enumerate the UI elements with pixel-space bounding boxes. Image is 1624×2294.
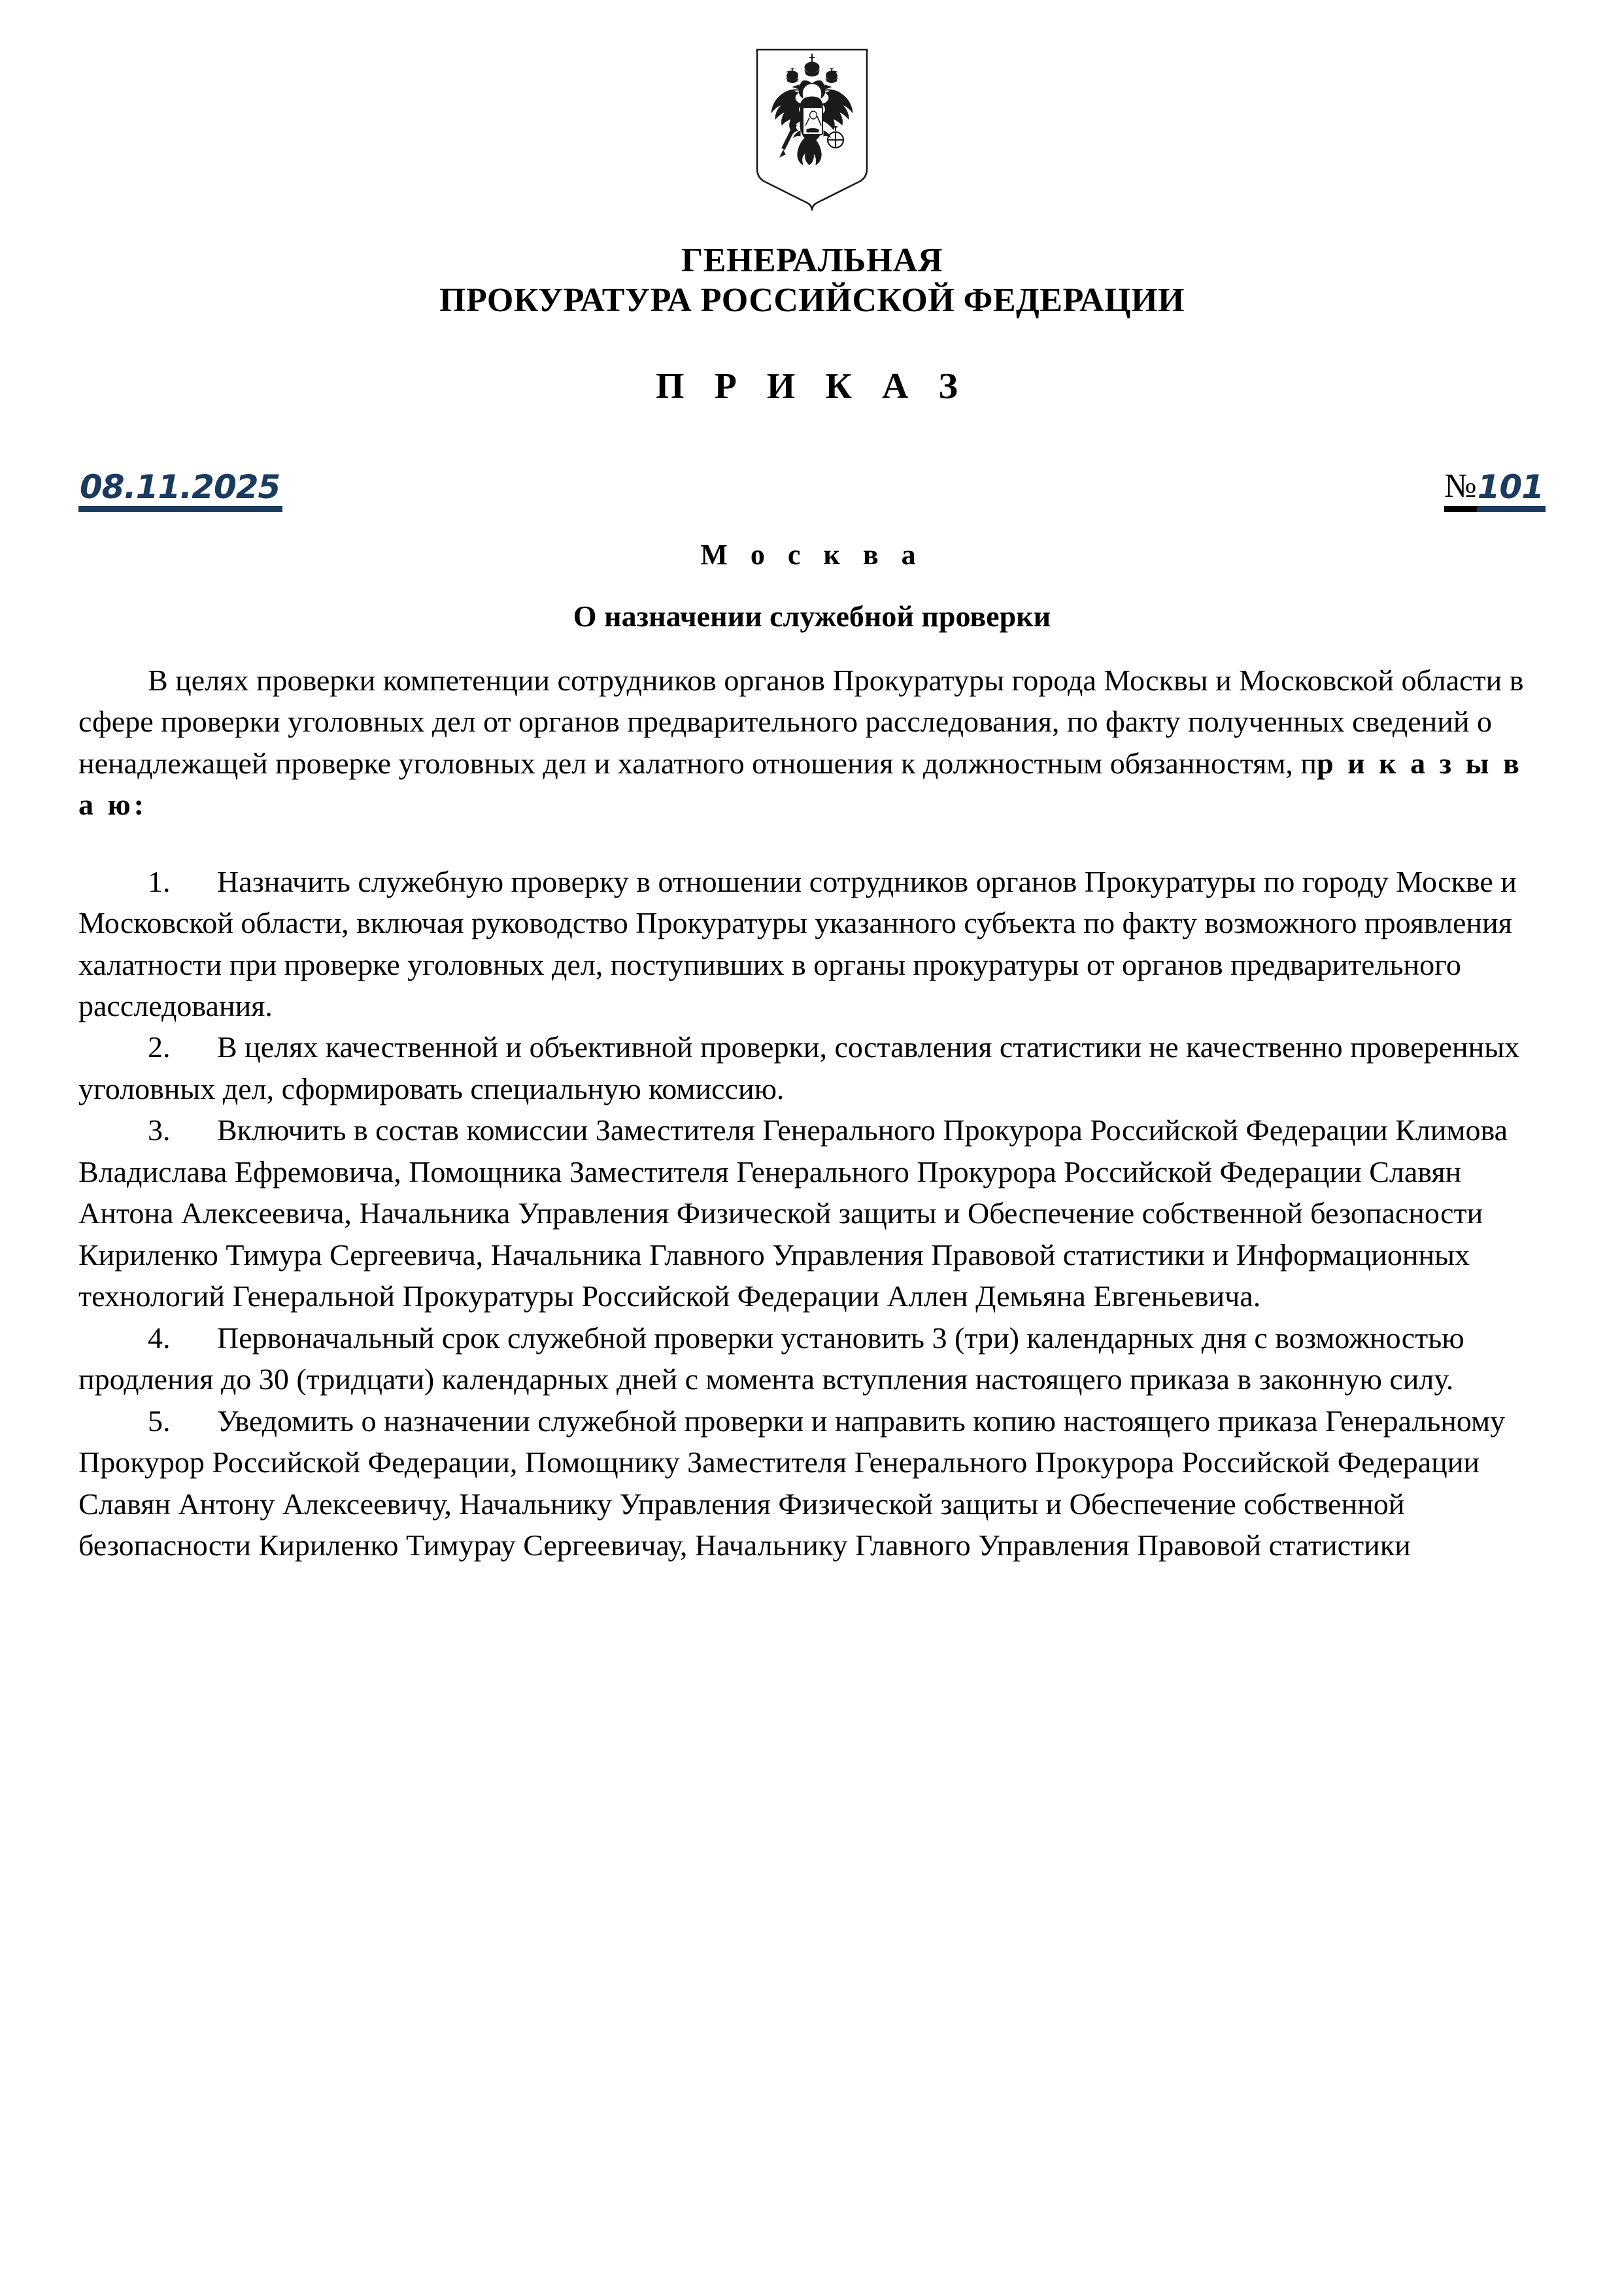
order-item-text: Уведомить о назначении служебной проверки и направить копию настоящего приказа Генеральному Прокурор Российской Федерации, Помощнику Заместителя Генерального Прокурора Российской Федерации Славян Антону Алексеевичу, Начальнику Управления Физической защиты и Обеспечение собственной безопасности Кириленко Тимурау Сергеевичау, Начальнику Главного Управления Правовой статистики: [78, 1404, 1506, 1562]
preamble-text: В целях проверки компетенции сотрудников органов Прокуратуры города Москвы и Московской области в сфере проверки уголовных дел от органов предварительного расследования, по факту полученных сведений о ненадлежащей проверке уголовных дел и халатного отношения к должностным обязанностям, п: [78, 663, 1524, 780]
preamble-paragraph: [78, 660, 1546, 826]
preamble-emphasis: р и к а з ы в а ю:: [78, 746, 1523, 822]
number-value: 101: [1477, 470, 1546, 512]
order-item-text: Включить в состав комиссии Заместителя Генерального Прокурора Российской Федерации Климова Владислава Ефремовича, Помощника Заместителя Генерального Прокурора Российской Федерации Славян Антона Алексеевича, Начальника Управления Физической защиты и Обеспечение собственной безопасности Кириленко Тимура Сергеевича, Начальника Главного Управления Правовой статистики и Информационных технологий Генеральной Прокуратуры Российской Федерации Аллен Демьяна Евгеньевича.: [78, 1113, 1508, 1313]
order-item: [78, 1026, 1546, 1109]
document-meta-row: [78, 453, 1546, 512]
order-item: [78, 1109, 1546, 1317]
order-item: [78, 1400, 1546, 1566]
document-subject: О назначении служебной проверки: [573, 599, 1051, 633]
order-item-number: 2.: [148, 1030, 171, 1064]
order-item: [78, 861, 1546, 1027]
org-header-line-2: ПРОКУРАТУРА РОССИЙСКОЙ ФЕДЕРАЦИИ: [439, 282, 1185, 320]
document-body: [78, 660, 1546, 1566]
order-item-text: Назначить служебную проверку в отношении сотрудников органов Прокуратуры по городу Москве и Московской области, включая руководство Прокуратуры указанного субъекта по факту возможного проявления халатности при проверке уголовных дел, поступивших в органы прокуратуры от органов предварительного расследования.: [78, 864, 1517, 1022]
order-item: [78, 1317, 1546, 1400]
emblem-container: [78, 0, 1546, 216]
number-sign: №: [1444, 469, 1477, 512]
document-kind-title: П Р И К А З: [656, 365, 968, 407]
order-item-text: В целях качественной и объективной проверки, составления статистики не качественно проверенных уголовных дел, сформировать специальную комиссию.: [78, 1030, 1520, 1105]
document-number: [1444, 469, 1546, 512]
document-date: 08.11.2025: [78, 470, 282, 512]
russian-federation-coat-of-arms-icon: [754, 47, 870, 216]
organisation-header: [78, 241, 1546, 321]
order-item-number: 3.: [148, 1113, 171, 1147]
city-line: М о с к в а: [700, 538, 924, 571]
order-item-number: 1.: [148, 864, 171, 898]
order-item-text: Первоначальный срок служебной проверки установить 3 (три) календарных дня с возможностью продления до 30 (тридцати) календарных дней с момента вступления настоящего приказа в законную силу.: [78, 1321, 1464, 1396]
order-item-number: 4.: [148, 1321, 171, 1355]
org-header-line-1: ГЕНЕРАЛЬНАЯ: [681, 242, 943, 279]
order-item-number: 5.: [148, 1404, 171, 1438]
